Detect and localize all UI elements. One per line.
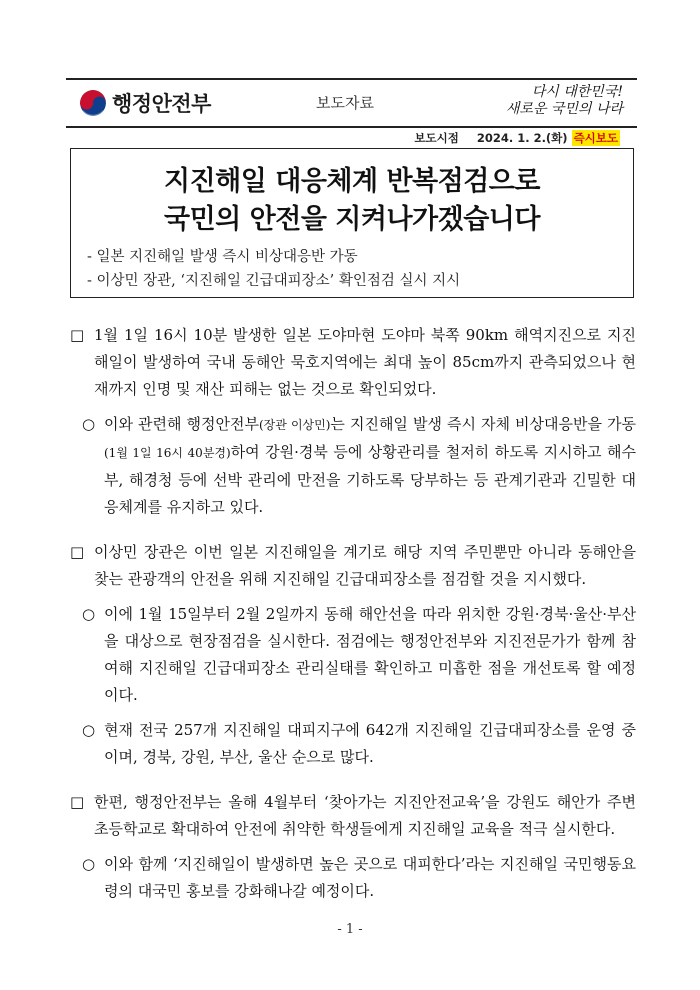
circle-bullet: ○ [82, 415, 96, 433]
paragraph-text: 현재 전국 257개 지진해일 대피지구에 642개 지진해일 긴급대피장소를 운영 중이며, 경북, 강원, 부산, 울산 순으로 많다. [104, 721, 636, 766]
headline-line-2: 국민의 안전을 지켜나가겠습니다 [164, 204, 540, 235]
ministry-name: 행정안전부 [112, 92, 211, 116]
paragraph-text: 1월 1일 16시 10분 발생한 일본 도야마현 도야마 북쪽 90km 해역지진으로 지진해일이 발생하여 국내 동해안 묵호지역에는 최대 높이 85cm까지 관측되었으나 현재까지 인명 및 재산 피해는 없는 것으로 확인되었다. [94, 326, 636, 398]
square-bullet: □ [70, 793, 85, 811]
paragraph-text: 이에 1월 15일부터 2월 2일까지 동해 해안선을 따라 위치한 강원·경북·울산·부산을 대상으로 현장점검을 실시한다. 점검에는 행정안전부와 지진전문가가 함께 참여해 지진해일 긴급대피장소 관리실태를 확인하고 미흡한 점을 개선토록 할 예정이다. [104, 605, 636, 704]
slogan-line-1: 다시 대한민국! [531, 84, 623, 100]
release-info [414, 130, 620, 146]
paragraph-text: 하여 강원·경북 등에 상황관리를 철저히 하도록 지시하고 해수부, 해경청 등에 선박 관리에 만전을 기하도록 당부하는 등 관계기관과 긴밀한 대응체계를 유지하고 있다. [104, 443, 636, 516]
doc-type-label: 보도자료 [316, 94, 374, 112]
paragraph-text: 는 지진해일 발생 즉시 자체 비상대응반을 가동 [330, 415, 637, 433]
headline [71, 163, 633, 239]
inline-note: (1월 1일 16시 40분경) [104, 446, 231, 460]
inline-note: (장관 이상민) [259, 418, 331, 432]
headline-line-1: 지진해일 대응체계 반복점검으로 [164, 166, 540, 197]
paragraph-text: 이와 관련해 행정안전부 [104, 415, 259, 433]
taegeuk-emblem-icon [80, 90, 106, 116]
subtitle-1: - 일본 지진해일 발생 즉시 비상대응반 가동 [87, 249, 358, 265]
paragraph-3a [70, 851, 636, 905]
body-text [70, 322, 636, 905]
paragraph-2a [70, 601, 636, 709]
paragraph-text: 한편, 행정안전부는 올해 4월부터 ‘찾아가는 지진안전교육’을 강원도 해안가 주변 초등학교로 확대하여 안전에 취약한 학생들에게 지진해일 교육을 적극 실시한다. [94, 793, 636, 838]
subtitle-2: - 이상민 장관, ‘지진해일 긴급대피장소’ 확인점검 실시 지시 [87, 273, 461, 289]
slogan-line-2: 새로운 국민의 나라 [505, 101, 623, 117]
release-label: 보도시점 [414, 131, 459, 145]
ministry-logo [80, 88, 211, 118]
slogan [503, 84, 623, 118]
header-bar [66, 78, 637, 128]
circle-bullet: ○ [82, 855, 96, 873]
release-date: 2024. 1. 2.(화) [476, 131, 568, 145]
circle-bullet: ○ [82, 721, 96, 739]
square-bullet: □ [70, 326, 85, 344]
square-bullet: □ [70, 543, 85, 561]
paragraph-2b [70, 717, 636, 771]
circle-bullet: ○ [82, 605, 96, 623]
subtitle-list [87, 245, 460, 293]
paragraph-2 [70, 539, 636, 593]
paragraph-text: 이와 함께 ‘지진해일이 발생하면 높은 곳으로 대피한다’라는 지진해일 국민행동요령의 대국민 홍보를 강화해나갈 예정이다. [104, 855, 636, 900]
page-number: - 1 - [337, 922, 363, 937]
paragraph-1a [70, 411, 636, 521]
paragraph-1 [70, 322, 636, 403]
paragraph-3 [70, 789, 636, 843]
embargo-badge: 즉시보도 [573, 131, 618, 145]
title-box [70, 148, 634, 298]
paragraph-text: 이상민 장관은 이번 일본 지진해일을 계기로 해당 지역 주민뿐만 아니라 동해안을 찾는 관광객의 안전을 위해 지진해일 긴급대피장소를 점검할 것을 지시했다. [94, 543, 636, 588]
